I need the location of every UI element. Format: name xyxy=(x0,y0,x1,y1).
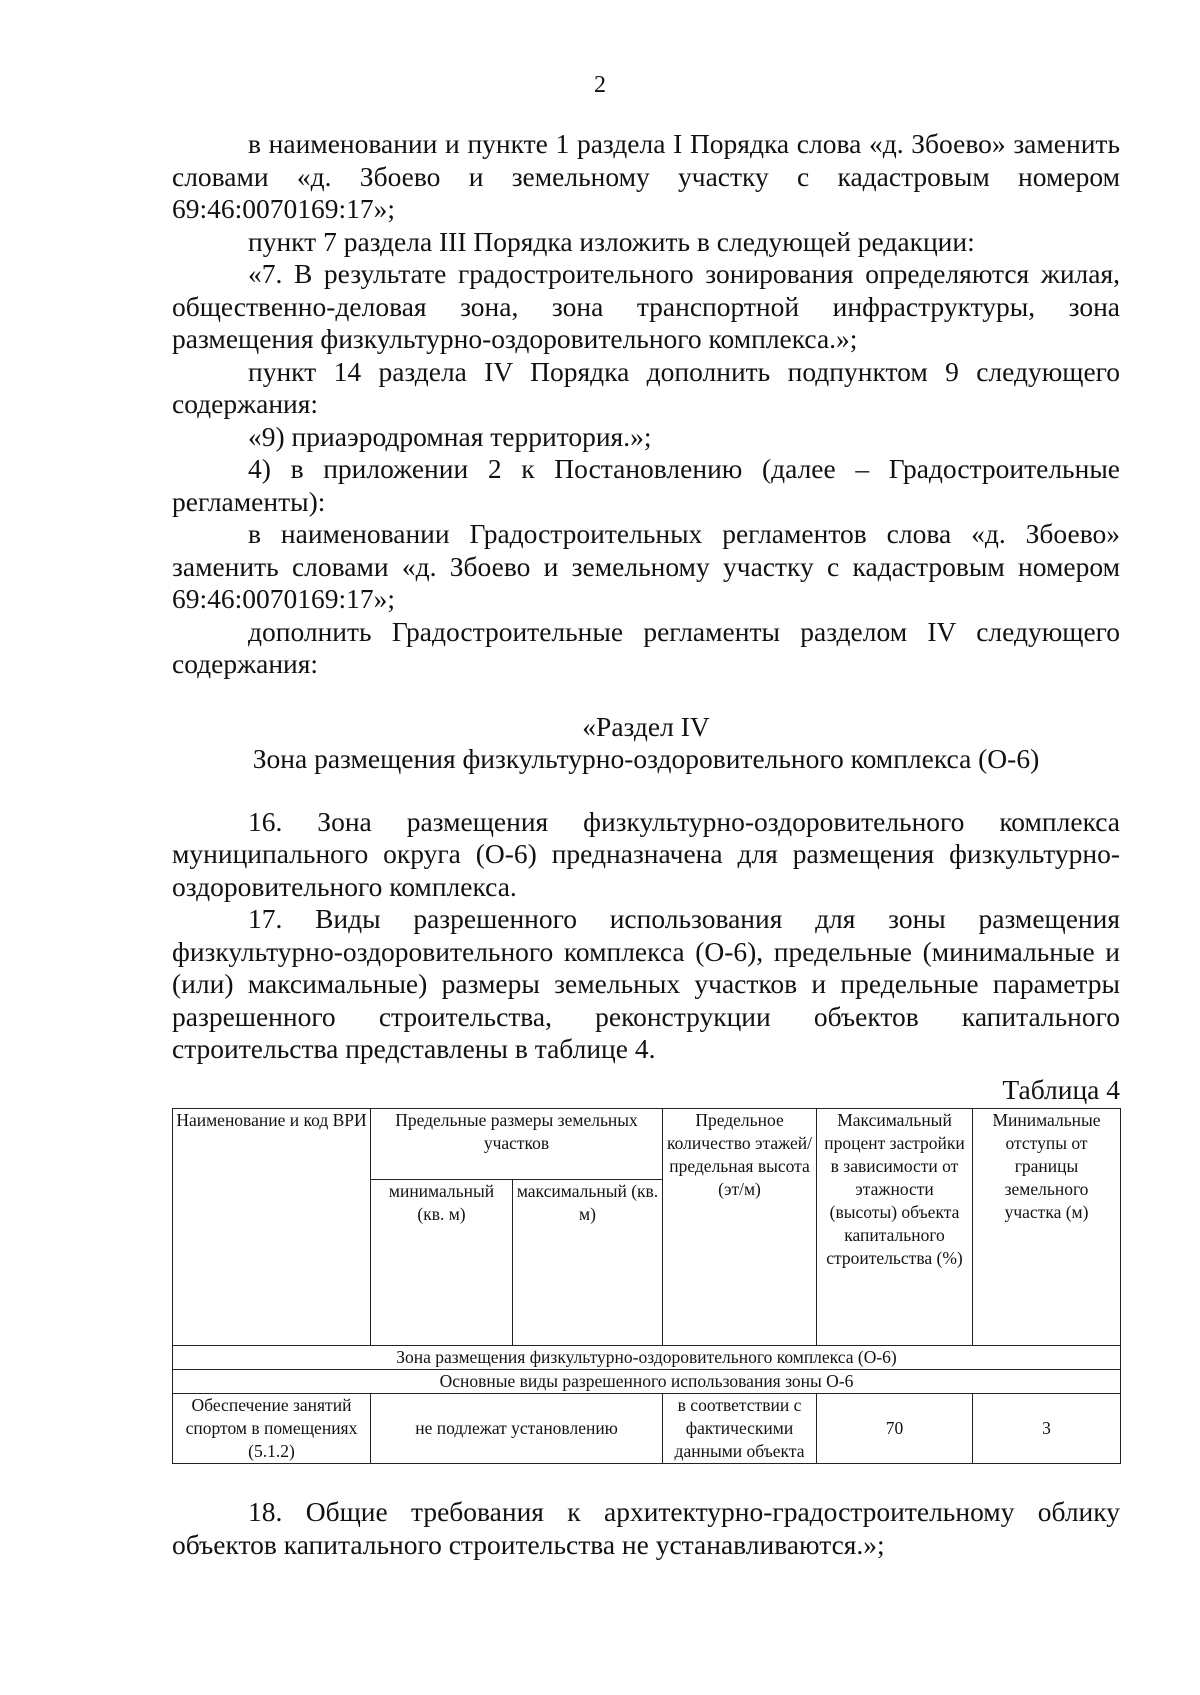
regulations-table xyxy=(172,1108,1121,1464)
cell-sizes: не подлежат установлению xyxy=(371,1394,663,1464)
paragraph: в наименовании и пункте 1 раздела I Порядка слова «д. Збоево» заменить словами «д. Збоево и земельному участку с кадастровым номером 69:46:0070169:17»; xyxy=(172,128,1120,224)
page-number: 2 xyxy=(594,72,606,98)
header-sizes-group: Предельные размеры земельных участков xyxy=(371,1109,663,1180)
cell-percent: 70 xyxy=(817,1394,973,1464)
paragraph: 16. Зона размещения физкультурно-оздоровительного комплекса муниципального округа (О-6) предназначена для размещения физкультурно-оздоровительного комплекса. xyxy=(172,805,1120,902)
paragraph: 18. Общие требования к архитектурно-градостроительному облику объектов капитального строительства не устанавливаются.»; xyxy=(172,1496,1120,1560)
zone-row: Зона размещения физкультурно-оздоровительного комплекса (О-6) xyxy=(173,1346,1121,1370)
spacer xyxy=(172,776,1120,806)
paragraph: «7. В результате градостроительного зонирования определяются жилая, общественно-деловая зона, зона транспортной инфраструктуры, зона размещения физкультурно-оздоровительного комплекса.»; xyxy=(172,258,1120,354)
header-max-percent: Максимальный процент застройки в зависимости от этажности (высоты) объекта капитального строительства (%) xyxy=(817,1109,973,1346)
cell-floors: в соответствии с фактическими данными объекта xyxy=(663,1394,817,1464)
header-min-offsets: Минимальные отступы от границы земельного участка (м) xyxy=(973,1109,1121,1346)
cell-offset: 3 xyxy=(973,1394,1121,1464)
paragraph: пункт 14 раздела IV Порядка дополнить подпунктом 9 следующего содержания: xyxy=(172,355,1120,419)
document-body xyxy=(172,128,1120,1561)
paragraph: 4) в приложении 2 к Постановлению (далее – Градостроительные регламенты): xyxy=(172,453,1120,517)
section-title: «Раздел IV xyxy=(582,710,710,742)
header-min-size: минимальный (кв. м) xyxy=(371,1180,513,1346)
table-caption: Таблица 4 xyxy=(1002,1073,1120,1105)
paragraph: дополнить Градостроительные регламенты разделом IV следующего содержания: xyxy=(172,615,1120,679)
section-subtitle: Зона размещения физкультурно-оздоровительного комплекса (О-6) xyxy=(252,743,1040,774)
table-row xyxy=(173,1394,1121,1464)
paragraph: 17. Виды разрешенного использования для зоны размещения физкультурно-оздоровительного комплекса (О-6), предельные (минимальные и (или) максимальные) размеры земельных участков и предельные параметры разрешенного строительства, реконструкции объектов капитального строительства представлены в таблице 4. xyxy=(172,903,1120,1064)
header-floors: Предельное количество этажей/ предельная высота (эт/м) xyxy=(663,1109,817,1346)
main-types-row: Основные виды разрешенного использования зоны О-6 xyxy=(173,1370,1121,1394)
header-name-code: Наименование и код ВРИ xyxy=(173,1109,371,1346)
paragraph: пункт 7 раздела III Порядка изложить в следующей редакции: xyxy=(248,225,975,257)
paragraph: «9) приаэродромная территория.»; xyxy=(248,420,652,452)
spacer xyxy=(172,681,1120,711)
cell-name: Обеспечение занятий спортом в помещениях (5.1.2) xyxy=(173,1394,371,1464)
header-max-size: максимальный (кв. м) xyxy=(513,1180,663,1346)
paragraph: в наименовании Градостроительных регламентов слова «д. Збоево» заменить словами «д. Збоево и земельному участку с кадастровым номером 69:46:0070169:17»; xyxy=(172,518,1120,614)
